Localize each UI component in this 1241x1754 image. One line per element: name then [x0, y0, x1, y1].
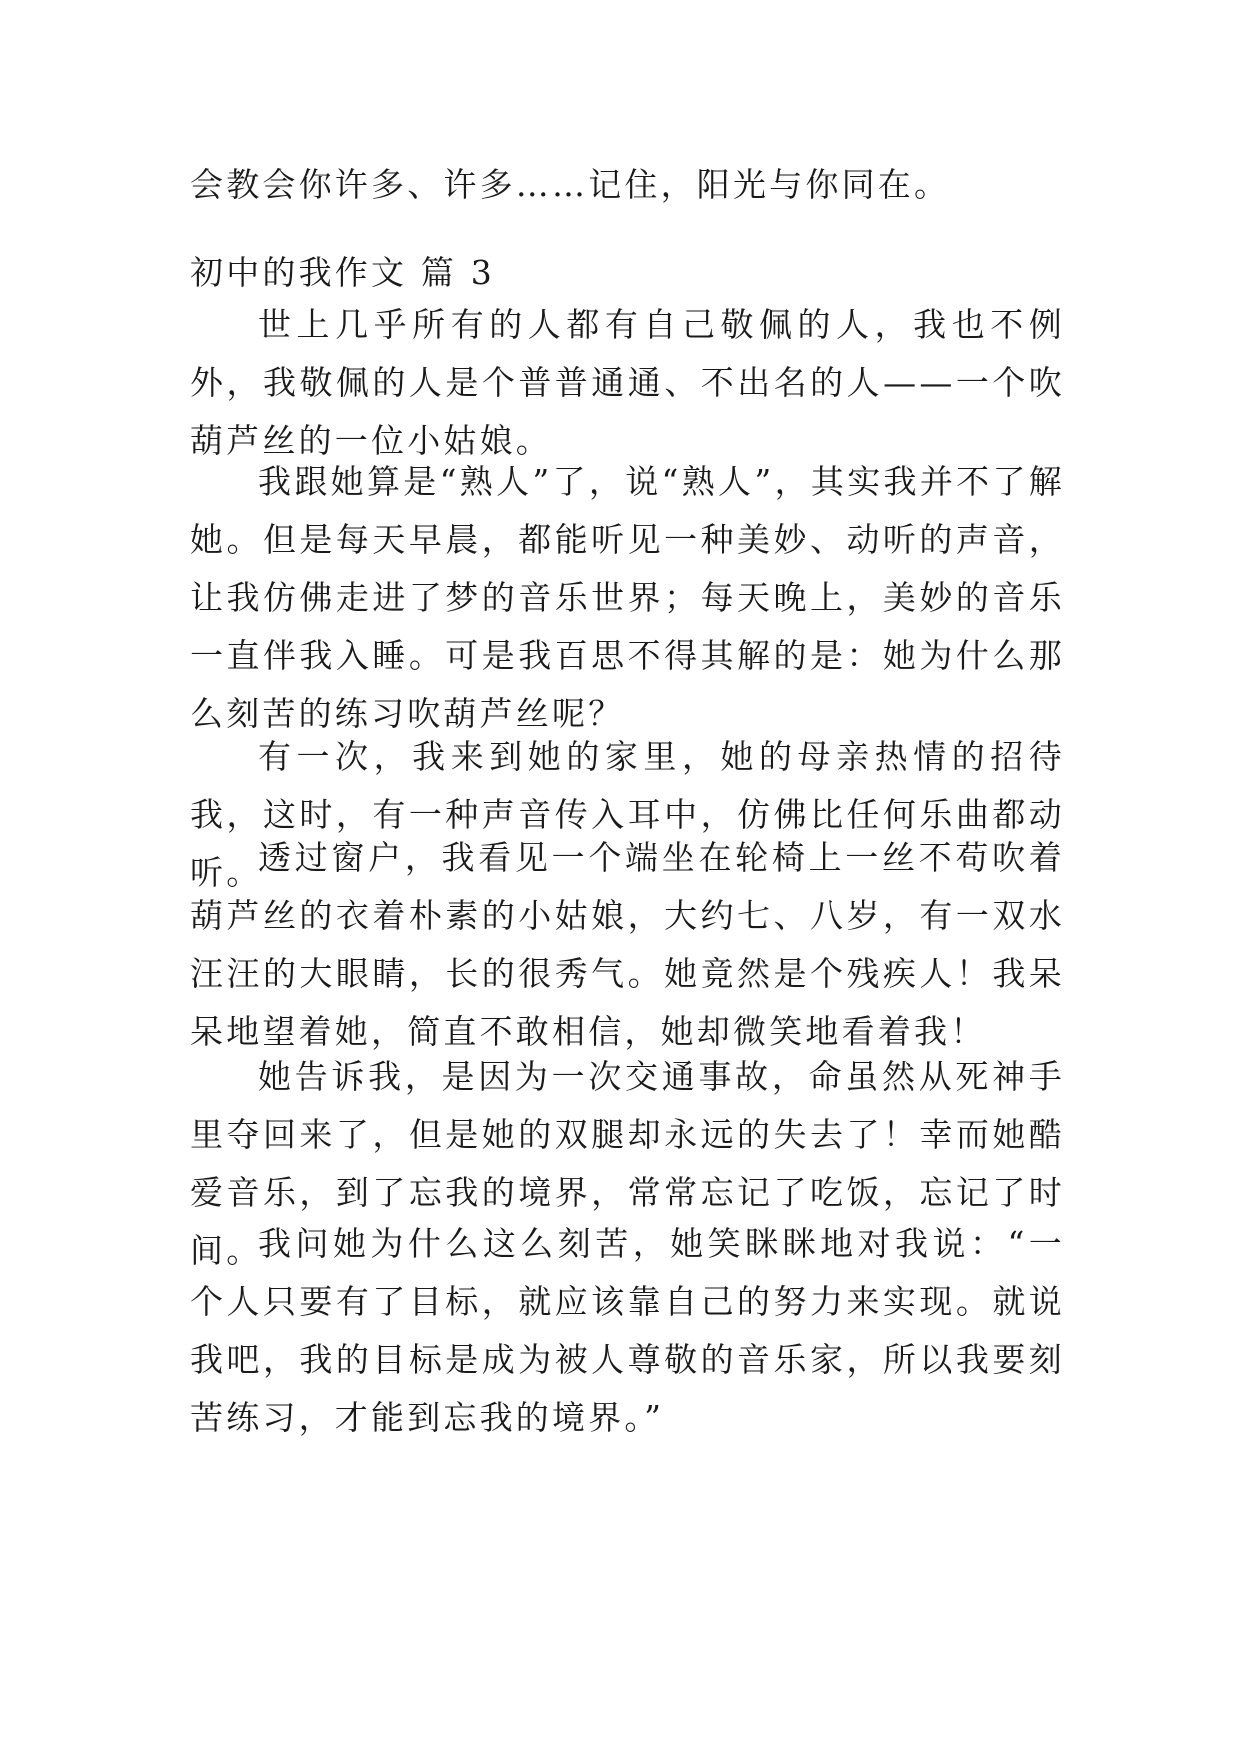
paragraph: 世上几乎所有的人都有自己敬佩的人，我也不例外，我敬佩的人是个普普通通、不出名的人——一个吹葫芦丝的一位小姑娘。: [190, 305, 1065, 460]
paragraph: 她告诉我，是因为一次交通事故，命虽然从死神手里夺回来了，但是她的双腿却永远的失去了！幸而她酷爱音乐，到了忘我的境界，常常忘记了吃饭，忘记了时间。: [190, 1057, 1065, 1270]
paragraph: 有一次，我来到她的家里，她的母亲热情的招待我，这时，有一种声音传入耳中，仿佛比任何乐曲都动听。: [190, 737, 1065, 892]
section-title: 初中的我作文 篇 3: [190, 253, 495, 292]
paragraph: 我跟她算是“熟人”了，说“熟人”，其实我并不了解她。但是每天早晨，都能听见一种美妙、动听的声音，让我仿佛走进了梦的音乐世界；每天晚上，美妙的音乐一直伴我入睡。可是我百思不得其解的是：她为什么那么刻苦的练习吹葫芦丝呢？: [190, 462, 1065, 733]
paragraph: 我问她为什么这么刻苦，她笑眯眯地对我说：“一个人只要有了目标，就应该靠自己的努力来实现。就说我吧，我的目标是成为被人尊敬的音乐家，所以我要刻苦练习，才能到忘我的境界。”: [190, 1224, 1065, 1437]
paragraph: 透过窗户，我看见一个端坐在轮椅上一丝不苟吹着葫芦丝的衣着朴素的小姑娘，大约七、八岁，有一双水汪汪的大眼睛，长的很秀气。她竟然是个残疾人！我呆呆地望着她，简直不敢相信，她却微笑地看着我！: [190, 838, 1065, 1051]
continued-text-line: 会教会你许多、许多……记住，阳光与你同在。: [190, 165, 951, 204]
